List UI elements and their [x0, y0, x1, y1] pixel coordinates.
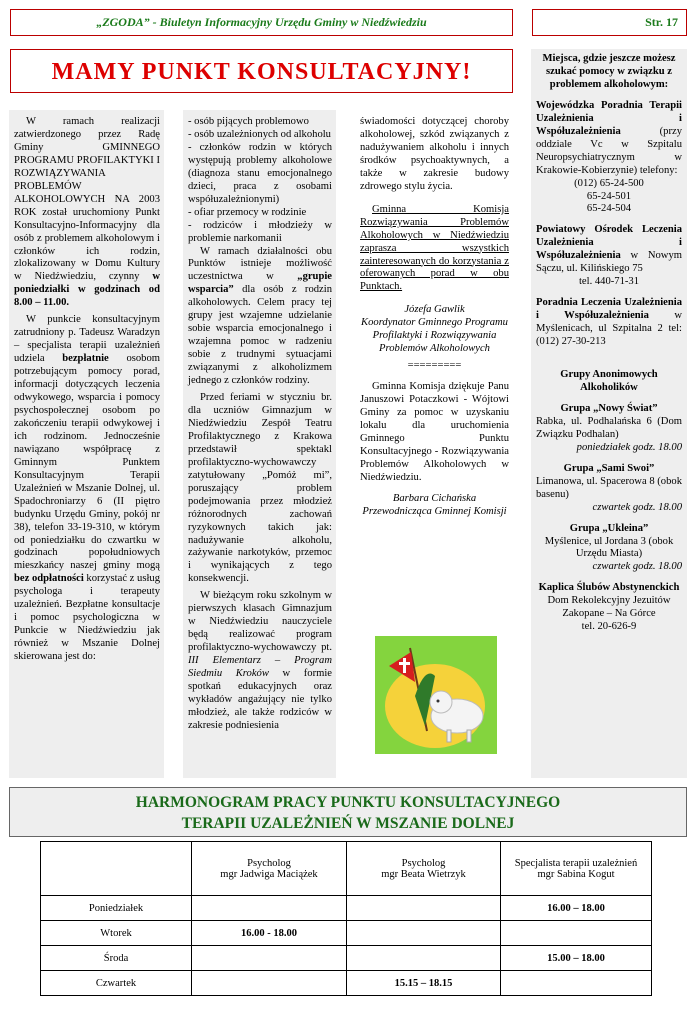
signature: Barbara Cichańska Przewodnicząca Gminnej Komisji [362, 492, 507, 517]
day-cell: Środa [41, 946, 192, 971]
aa-group: Grupa „Nowy Świat” Rabka, ul. Podhalańska 6 (Dom Związku Podhalan) poniedziałek godz. 18.00 [536, 402, 682, 453]
separator: ========= [407, 360, 462, 372]
hours-cell [347, 896, 501, 921]
clinic-nowy-sacz: Powiatowy Ośrodek Leczenia Uzależnienia i Współuzależnienia w Nowym Sączu, ul. Kilińskiego 75 [536, 224, 682, 275]
bulletin-title: „ZGODA” - Biuletyn Informacyjny Urzędu Gminy w Niedźwiedziu [10, 9, 513, 36]
aa-heading: Grupy Anonimowych Alkoholików [560, 369, 658, 393]
hours-cell [347, 946, 501, 971]
day-cell: Czwartek [41, 971, 192, 996]
table-header-cell [41, 842, 192, 896]
day-cell: Wtorek [41, 921, 192, 946]
schedule-table [40, 841, 652, 996]
chapel: Kaplica Ślubów Abstynenckich Dom Rekolekcyjny Jezuitów Zakopane – Na Górce tel. 20-626-9 [538, 582, 680, 633]
aa-group: Grupa „Ukleina” Myślenice, ul Jordana 3 (obok Urzędu Miasta) czwartek godz. 18.00 [544, 522, 682, 573]
paragraph: W ramach realizacji zatwierdzonego przez Radę Gminy GMINNEGO PROGRAMU PROFILAKTYKI I ROZWIĄZYWANIA PROBLEMÓW ALKOHOLOWYCH NA 2003 ROK został uruchomiony Punkt Konsultacyjno-Informacyjny dla osób z problemem alkoholowym i członków ich rodzin, zlokalizowany w Domu Kultury w Niedźwiedziu, czynny w poniedziałki w godzinach od 8.00 – 11.00. [14, 116, 160, 309]
hours-cell [501, 971, 652, 996]
clinic-nowy-sacz-phone: tel. 440-71-31 [578, 276, 640, 288]
hours-cell: 16.00 – 18.00 [501, 896, 652, 921]
table-row [41, 896, 652, 921]
aa-group: Grupa „Sami Swoi” Limanowa, ul. Spacerowa 8 (obok basenu) czwartek godz. 18.00 [536, 462, 682, 513]
table-header-cell: Psycholog mgr Beata Wietrzyk [347, 842, 501, 896]
table-row [41, 971, 652, 996]
hours-cell: 15.15 – 18.15 [347, 971, 501, 996]
paragraph: Przed feriami w styczniu br. dla uczniów Gimnazjum w Niedźwiedziu Zespół Teatru Profilaktycznego z Krakowa przedstawił spektakl profilaktyczno-wychowawczy zatytułowany „Pomóż mi”, poruszający problem podejmowania przez młodzież różnorodnych zachowań ryzykownych takich jak: nadużywanie alkoholu, zażywanie narkotyków, przemoc i wynikających z tego konsekwencji. [188, 392, 332, 585]
phone-numbers: (012) 65-24-500 65-24-501 65-24-504 [574, 177, 644, 215]
paragraph: Gminna Komisja dziękuje Panu Januszowi Potaczkowi - Wójtowi Gminy za pomoc w uzyskaniu lokalu dla uruchomienia Gminnego Punktu Konsultacyjnego - Rozwiązywania Problemów Alkoholowych w Niedźwiedziu. [360, 381, 509, 483]
sidebar-heading: Miejsca, gdzie jeszcze możesz szukać pomocy w związku z problemem alkoholowym: [542, 53, 676, 90]
clinic-krakow: Wojewódzka Poradnia Terapii Uzależnienia i Współuzależnienia (przy oddziale Vc w Szpitalu Neuropsychiatrycznym w Krakowie-Kobierzynie) telefony: [536, 99, 682, 176]
article-column-1 [9, 110, 164, 778]
paragraph: W ramach działalności obu Punktów istnieje możliwość uczestnictwa w „grupie wsparcia” dla osób z rodzin alkoholowych. Celem pracy tej grupy jest wzajemne udzielanie sobie wsparcia emocjonalnego i wzajemna pomoc w radzeniu sobie z trudnymi sytuacjami związanymi z alkoholizmem jednego z członków rodziny. [188, 245, 332, 387]
lamb-flag-image [375, 636, 497, 754]
hours-cell [501, 921, 652, 946]
page-number: Str. 17 [532, 9, 687, 36]
paragraph: W punkcie konsultacyjnym zatrudniony p. Tadeusz Waradzyn – specjalista terapii uzależnień udziela bezpłatnie osobom potrzebującym pomocy porad, informacji dotyczących leczenia odwykowego, wsparcia i pomocy psychospołecznej osobom po zakończeniu terapii odwykowej i ich rodzinom. Jednocześnie nawiązano współpracę z Gminnym Punktem Konsultacyjnym Terapii Uzależnień w Mszanie Dolnej, ul. Spadochroniarzy 6 (II piętro budynku Urzędu Gminy, pokój nr 38), telefon 33-19-310, w którym od poniedziałku do czwartku w godzinach popołudniowych mieszkańcy naszej gminy mogą bez odpłatności korzystać z usług psychologa i terapeuty uzależnień. Bezpłatne konsultacje i pomoc psychologiczna w Punkcie w Niedźwiedziu jak również w Mszanie Dolnej skierowana jest do: [14, 314, 160, 663]
paragraph: świadomości dotyczącej choroby alkoholowej, szkód związanych z nadużywaniem alkoholu i innych środków psychoaktywnych, a także w zakresie budowy zdrowego stylu życia. [360, 116, 509, 192]
article-column-2 [183, 110, 336, 778]
table-row [41, 946, 652, 971]
page-title: MAMY PUNKT KONSULTACYJNY! [10, 49, 513, 93]
hours-cell [347, 921, 501, 946]
paragraph: Gminna Komisja Rozwiązywania Problemów Alkoholowych w Niedźwiedziu zaprasza wszystkich zainteresowanych do korzystania z oferowanych porad w obu Punktach. [360, 203, 509, 293]
hours-cell [192, 971, 347, 996]
paragraph: W bieżącym roku szkolnym w pierwszych klasach Gimnazjum w Niedźwiedziu nauczyciele będą realizować program profilaktyczno-wychowawczy pt. III Elementarz – Program Siedmiu Kroków w formie spotkań edukacyjnych oraz wykładów angażujący nie tylko młodzież, ale także rodziców w zakresie podniesienia [188, 590, 333, 731]
table-header-row [41, 842, 652, 896]
help-places-sidebar [531, 49, 687, 778]
signature: Józefa Gawlik Koordynator Gminnego Programu Profilaktyki i Rozwiązywania Problemów Alkoholowych [361, 304, 508, 355]
hours-cell: 15.00 – 18.00 [501, 946, 652, 971]
hours-cell [192, 896, 347, 921]
table-header-cell: Psycholog mgr Jadwiga Maciążek [192, 842, 347, 896]
table-row [41, 921, 652, 946]
target-group-list: - osób pijących problemowo - osób uzależnionych od alkoholu - członków rodzin w których występują problemy alkoholowe (diagnoza stanu emocjonalnego dzieci, praca z osobami współuzależnionymi) - ofiar przemocy w rodzinie - rodziców i młodzieży w problemie narkomanii [188, 116, 332, 244]
hours-cell: 16.00 - 18.00 [192, 921, 347, 946]
table-header-cell: Specjalista terapii uzależnień mgr Sabina Kogut [501, 842, 652, 896]
hours-cell [192, 946, 347, 971]
day-cell: Poniedziałek [41, 896, 192, 921]
schedule-title: HARMONOGRAM PRACY PUNKTU KONSULTACYJNEGO TERAPII UZALEŻNIEŃ W MSZANIE DOLNEJ [9, 787, 687, 837]
clinic-myslenice: Poradnia Leczenia Uzależnienia i Współuzależnienia w Myślenicach, ul Szpitalna 2 tel: (012) 27-30-213 [536, 297, 682, 348]
